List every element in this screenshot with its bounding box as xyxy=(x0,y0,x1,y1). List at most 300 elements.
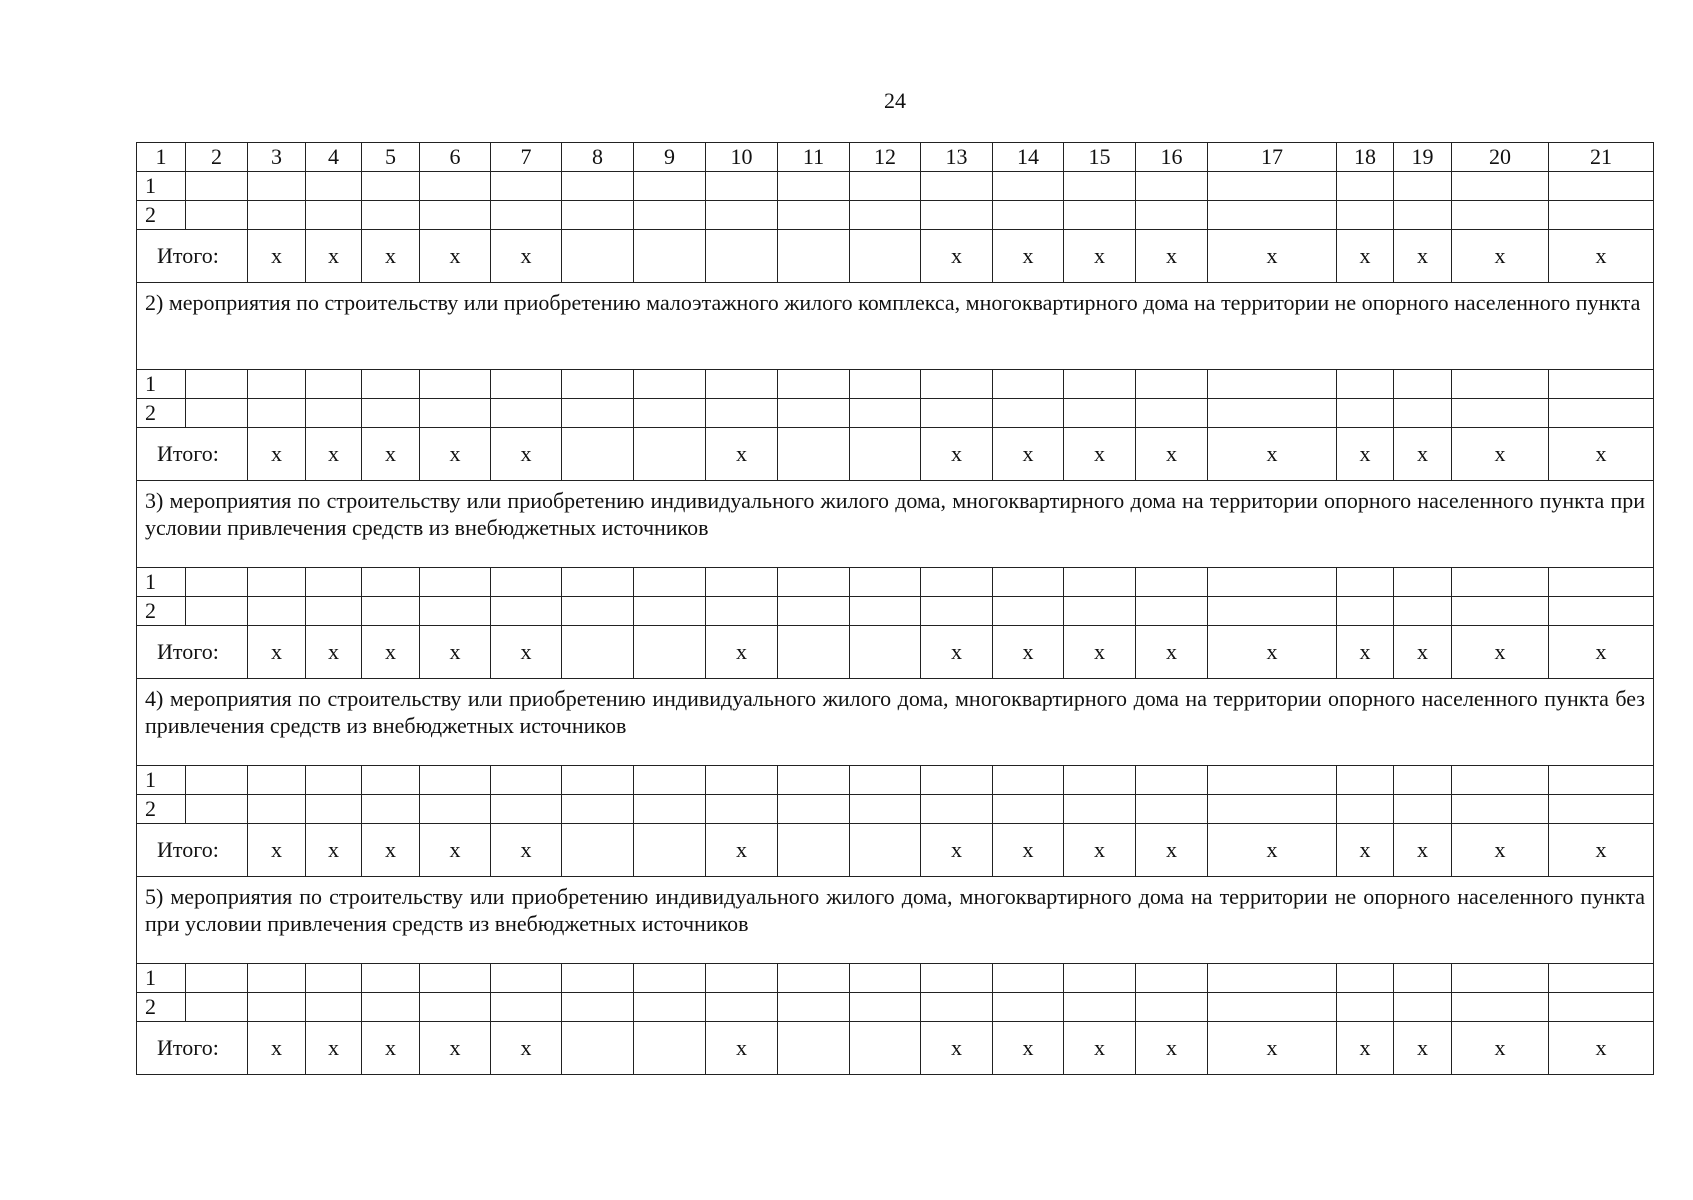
table-cell xyxy=(491,993,562,1022)
row-number: 2 xyxy=(137,597,186,626)
table-cell xyxy=(1136,172,1208,201)
column-header: 15 xyxy=(1064,143,1136,172)
table-cell xyxy=(491,964,562,993)
column-header: 14 xyxy=(993,143,1064,172)
total-cell: x xyxy=(491,230,562,283)
table-cell xyxy=(850,399,921,428)
total-cell xyxy=(778,230,850,283)
table-cell xyxy=(1549,201,1654,230)
table-cell xyxy=(420,370,491,399)
table-cell xyxy=(248,597,306,626)
table-cell xyxy=(1394,370,1452,399)
total-cell: x xyxy=(706,428,778,481)
total-cell: x xyxy=(993,626,1064,679)
table-cell xyxy=(562,370,634,399)
table-cell xyxy=(1208,568,1337,597)
section-title: 2) мероприятия по строительству или приобретению малоэтажного жилого комплекса, многоквартирного дома на территории не опорного населенного пункта xyxy=(137,283,1654,370)
table-row xyxy=(137,399,1654,428)
total-cell: x xyxy=(921,428,993,481)
total-label: Итого: xyxy=(137,428,248,481)
table-cell xyxy=(850,201,921,230)
total-row xyxy=(137,824,1654,877)
total-cell: x xyxy=(1452,1022,1549,1075)
table-cell xyxy=(420,993,491,1022)
table-cell xyxy=(1394,766,1452,795)
table-cell xyxy=(562,795,634,824)
total-cell: x xyxy=(248,230,306,283)
table-cell xyxy=(1136,795,1208,824)
total-cell xyxy=(634,824,706,877)
total-cell: x xyxy=(1394,626,1452,679)
table-cell xyxy=(1064,370,1136,399)
table-cell xyxy=(420,201,491,230)
table-cell xyxy=(850,766,921,795)
column-header: 2 xyxy=(186,143,248,172)
table-cell xyxy=(1549,597,1654,626)
total-cell xyxy=(850,626,921,679)
table-cell xyxy=(1549,993,1654,1022)
table-cell xyxy=(186,399,248,428)
column-header: 4 xyxy=(306,143,362,172)
table-cell xyxy=(562,201,634,230)
total-cell: x xyxy=(1394,1022,1452,1075)
total-cell: x xyxy=(420,1022,491,1075)
total-cell: x xyxy=(1452,428,1549,481)
table-cell xyxy=(634,201,706,230)
total-cell: x xyxy=(1136,626,1208,679)
total-cell: x xyxy=(362,824,420,877)
section-title: 5) мероприятия по строительству или приобретению индивидуального жилого дома, многоквартирного дома на территории не опорного населенного пункта при условии привлечения средств из внебюджетных источников xyxy=(137,877,1654,964)
table-cell xyxy=(248,993,306,1022)
table-cell xyxy=(1337,795,1394,824)
table-cell xyxy=(850,993,921,1022)
total-cell: x xyxy=(993,428,1064,481)
table-cell xyxy=(921,766,993,795)
table-cell xyxy=(362,370,420,399)
table-cell xyxy=(1136,370,1208,399)
table-cell xyxy=(1394,993,1452,1022)
row-number: 2 xyxy=(137,399,186,428)
total-cell: x xyxy=(921,824,993,877)
table-cell xyxy=(420,568,491,597)
total-cell: x xyxy=(1549,626,1654,679)
table-cell xyxy=(362,993,420,1022)
table-cell xyxy=(1549,766,1654,795)
table-cell xyxy=(1549,795,1654,824)
row-number: 2 xyxy=(137,993,186,1022)
table-cell xyxy=(850,795,921,824)
table-cell xyxy=(306,795,362,824)
column-header: 8 xyxy=(562,143,634,172)
total-cell: x xyxy=(491,428,562,481)
total-cell xyxy=(850,230,921,283)
table-cell xyxy=(362,766,420,795)
table-cell xyxy=(186,964,248,993)
total-cell: x xyxy=(306,626,362,679)
total-cell: x xyxy=(993,230,1064,283)
table-cell xyxy=(362,568,420,597)
table-cell xyxy=(420,964,491,993)
table-row xyxy=(137,964,1654,993)
report-table xyxy=(136,142,1654,1075)
table-cell xyxy=(921,399,993,428)
total-cell: x xyxy=(248,626,306,679)
table-cell xyxy=(1337,964,1394,993)
column-header: 12 xyxy=(850,143,921,172)
total-cell xyxy=(562,626,634,679)
table-row xyxy=(137,993,1654,1022)
table-cell xyxy=(420,766,491,795)
total-cell: x xyxy=(921,230,993,283)
total-cell: x xyxy=(1452,230,1549,283)
table-cell xyxy=(1549,172,1654,201)
table-cell xyxy=(491,201,562,230)
table-cell xyxy=(306,399,362,428)
total-cell xyxy=(850,1022,921,1075)
section-row xyxy=(137,679,1654,766)
table-row xyxy=(137,795,1654,824)
table-cell xyxy=(634,766,706,795)
table-cell xyxy=(1394,597,1452,626)
total-cell: x xyxy=(1064,824,1136,877)
table-cell xyxy=(306,568,362,597)
table-cell xyxy=(634,399,706,428)
table-cell xyxy=(562,964,634,993)
total-cell: x xyxy=(420,626,491,679)
column-header: 13 xyxy=(921,143,993,172)
table-cell xyxy=(1394,964,1452,993)
table-row xyxy=(137,201,1654,230)
total-cell: x xyxy=(491,824,562,877)
table-cell xyxy=(778,795,850,824)
table-cell xyxy=(1136,568,1208,597)
total-cell xyxy=(562,824,634,877)
total-cell xyxy=(634,428,706,481)
table-cell xyxy=(248,964,306,993)
total-cell: x xyxy=(1136,1022,1208,1075)
table-cell xyxy=(306,370,362,399)
table-cell xyxy=(634,370,706,399)
table-cell xyxy=(993,766,1064,795)
table-cell xyxy=(1549,370,1654,399)
table-cell xyxy=(362,597,420,626)
table-cell xyxy=(306,597,362,626)
table-cell xyxy=(1452,172,1549,201)
total-cell: x xyxy=(1064,1022,1136,1075)
row-number: 1 xyxy=(137,172,186,201)
table-cell xyxy=(1337,568,1394,597)
table-cell xyxy=(706,568,778,597)
total-cell: x xyxy=(362,626,420,679)
table-cell xyxy=(993,370,1064,399)
column-header: 10 xyxy=(706,143,778,172)
table-cell xyxy=(1064,568,1136,597)
total-cell: x xyxy=(921,1022,993,1075)
total-cell: x xyxy=(306,824,362,877)
total-cell: x xyxy=(706,626,778,679)
column-header: 5 xyxy=(362,143,420,172)
table-cell xyxy=(634,568,706,597)
table-cell xyxy=(706,370,778,399)
table-cell xyxy=(706,201,778,230)
table-cell xyxy=(778,568,850,597)
table-cell xyxy=(248,399,306,428)
total-label: Итого: xyxy=(137,1022,248,1075)
table-row xyxy=(137,766,1654,795)
table-cell xyxy=(1136,597,1208,626)
table-cell xyxy=(1208,766,1337,795)
total-cell xyxy=(778,1022,850,1075)
section-row xyxy=(137,877,1654,964)
table-cell xyxy=(1208,993,1337,1022)
table-cell xyxy=(1549,399,1654,428)
table-cell xyxy=(1208,172,1337,201)
table-cell xyxy=(921,568,993,597)
column-header: 9 xyxy=(634,143,706,172)
total-cell: x xyxy=(706,1022,778,1075)
table-cell xyxy=(1394,568,1452,597)
table-cell xyxy=(1452,766,1549,795)
table-cell xyxy=(1452,597,1549,626)
table-cell xyxy=(1064,795,1136,824)
table-cell xyxy=(1452,399,1549,428)
total-cell: x xyxy=(1208,230,1337,283)
table-cell xyxy=(248,370,306,399)
total-cell: x xyxy=(1064,428,1136,481)
table-cell xyxy=(921,201,993,230)
table-cell xyxy=(491,795,562,824)
table-cell xyxy=(993,201,1064,230)
total-cell: x xyxy=(1337,428,1394,481)
total-cell: x xyxy=(1549,1022,1654,1075)
table-cell xyxy=(993,993,1064,1022)
table-cell xyxy=(1549,568,1654,597)
total-cell: x xyxy=(1337,626,1394,679)
table-cell xyxy=(562,597,634,626)
total-cell: x xyxy=(993,1022,1064,1075)
table-cell xyxy=(706,993,778,1022)
table-cell xyxy=(420,795,491,824)
table-cell xyxy=(1394,399,1452,428)
table-cell xyxy=(778,993,850,1022)
table-cell xyxy=(921,597,993,626)
table-cell xyxy=(1337,399,1394,428)
total-cell: x xyxy=(1337,230,1394,283)
total-row xyxy=(137,230,1654,283)
table-cell xyxy=(706,964,778,993)
table-cell xyxy=(562,399,634,428)
total-cell xyxy=(778,428,850,481)
total-cell: x xyxy=(491,1022,562,1075)
table-cell xyxy=(1452,795,1549,824)
table-cell xyxy=(1208,964,1337,993)
table-cell xyxy=(1452,993,1549,1022)
table-cell xyxy=(1394,172,1452,201)
table-cell xyxy=(491,370,562,399)
total-cell: x xyxy=(1549,230,1654,283)
table-cell xyxy=(248,568,306,597)
total-cell: x xyxy=(1337,824,1394,877)
table-cell xyxy=(1337,172,1394,201)
row-number: 1 xyxy=(137,370,186,399)
table-cell xyxy=(1452,370,1549,399)
row-number: 1 xyxy=(137,964,186,993)
table-cell xyxy=(248,201,306,230)
column-header: 19 xyxy=(1394,143,1452,172)
table-cell xyxy=(921,795,993,824)
total-cell xyxy=(634,1022,706,1075)
column-header: 1 xyxy=(137,143,186,172)
total-cell xyxy=(634,626,706,679)
table-cell xyxy=(993,399,1064,428)
table-cell xyxy=(993,964,1064,993)
table-cell xyxy=(778,399,850,428)
section-title: 3) мероприятия по строительству или приобретению индивидуального жилого дома, многоквартирного дома на территории опорного населенного пункта при условии привлечения средств из внебюджетных источников xyxy=(137,481,1654,568)
table-cell xyxy=(491,597,562,626)
table-cell xyxy=(1064,172,1136,201)
total-cell: x xyxy=(993,824,1064,877)
total-cell: x xyxy=(362,428,420,481)
total-cell: x xyxy=(306,1022,362,1075)
total-cell xyxy=(634,230,706,283)
total-cell: x xyxy=(1549,824,1654,877)
table-cell xyxy=(634,993,706,1022)
section-row xyxy=(137,481,1654,568)
total-cell: x xyxy=(1452,824,1549,877)
total-cell: x xyxy=(1337,1022,1394,1075)
total-cell: x xyxy=(420,824,491,877)
total-cell: x xyxy=(1136,230,1208,283)
total-cell xyxy=(706,230,778,283)
total-cell: x xyxy=(248,428,306,481)
total-cell xyxy=(562,230,634,283)
table-cell xyxy=(1136,766,1208,795)
table-cell xyxy=(993,172,1064,201)
total-cell: x xyxy=(362,1022,420,1075)
total-cell xyxy=(562,428,634,481)
row-number: 2 xyxy=(137,795,186,824)
table-cell xyxy=(420,597,491,626)
total-cell: x xyxy=(1136,428,1208,481)
table-cell xyxy=(778,370,850,399)
table-cell xyxy=(1452,201,1549,230)
total-cell: x xyxy=(1208,824,1337,877)
total-cell: x xyxy=(1394,230,1452,283)
total-cell xyxy=(778,626,850,679)
table-cell xyxy=(186,201,248,230)
table-cell xyxy=(706,172,778,201)
table-cell xyxy=(306,201,362,230)
total-cell xyxy=(850,428,921,481)
page-number: 24 xyxy=(884,88,906,113)
total-cell: x xyxy=(420,230,491,283)
total-cell: x xyxy=(1208,1022,1337,1075)
table-cell xyxy=(1064,766,1136,795)
total-cell xyxy=(850,824,921,877)
table-cell xyxy=(993,597,1064,626)
total-cell: x xyxy=(1064,626,1136,679)
table-cell xyxy=(850,964,921,993)
table-cell xyxy=(186,172,248,201)
table-row xyxy=(137,370,1654,399)
table-cell xyxy=(1337,993,1394,1022)
header-row xyxy=(137,143,1654,172)
row-number: 1 xyxy=(137,766,186,795)
total-cell: x xyxy=(1394,824,1452,877)
table-cell xyxy=(1549,964,1654,993)
table-cell xyxy=(993,568,1064,597)
total-row xyxy=(137,428,1654,481)
table-cell xyxy=(634,172,706,201)
table-cell xyxy=(1452,568,1549,597)
column-header: 6 xyxy=(420,143,491,172)
table-cell xyxy=(186,766,248,795)
table-cell xyxy=(1064,399,1136,428)
total-cell xyxy=(778,824,850,877)
row-number: 1 xyxy=(137,568,186,597)
table-cell xyxy=(491,568,562,597)
table-cell xyxy=(1337,766,1394,795)
total-cell: x xyxy=(1452,626,1549,679)
table-cell xyxy=(362,201,420,230)
table-cell xyxy=(634,795,706,824)
table-cell xyxy=(921,993,993,1022)
total-cell xyxy=(562,1022,634,1075)
table-cell xyxy=(420,172,491,201)
table-cell xyxy=(1208,399,1337,428)
table-cell xyxy=(1208,370,1337,399)
table-cell xyxy=(186,993,248,1022)
table-row xyxy=(137,568,1654,597)
table-cell xyxy=(306,964,362,993)
row-number: 2 xyxy=(137,201,186,230)
table-cell xyxy=(362,399,420,428)
table-cell xyxy=(248,795,306,824)
total-cell: x xyxy=(1208,626,1337,679)
table-cell xyxy=(186,795,248,824)
table-cell xyxy=(778,597,850,626)
total-cell: x xyxy=(1136,824,1208,877)
table-cell xyxy=(850,597,921,626)
table-cell xyxy=(1136,993,1208,1022)
section-title: 4) мероприятия по строительству или приобретению индивидуального жилого дома, многоквартирного дома на территории опорного населенного пункта без привлечения средств из внебюджетных источников xyxy=(137,679,1654,766)
total-cell: x xyxy=(706,824,778,877)
table-cell xyxy=(850,370,921,399)
table-cell xyxy=(778,964,850,993)
table-cell xyxy=(778,172,850,201)
total-cell: x xyxy=(306,428,362,481)
table-cell xyxy=(993,795,1064,824)
total-cell: x xyxy=(1208,428,1337,481)
table-cell xyxy=(706,795,778,824)
total-label: Итого: xyxy=(137,626,248,679)
table-cell xyxy=(778,766,850,795)
column-header: 20 xyxy=(1452,143,1549,172)
table-cell xyxy=(1337,370,1394,399)
table-cell xyxy=(634,597,706,626)
table-cell xyxy=(850,172,921,201)
total-cell: x xyxy=(1549,428,1654,481)
table-cell xyxy=(921,172,993,201)
table-cell xyxy=(1452,964,1549,993)
table-cell xyxy=(1337,597,1394,626)
table-cell xyxy=(706,766,778,795)
column-header: 21 xyxy=(1549,143,1654,172)
table-cell xyxy=(1064,993,1136,1022)
total-cell: x xyxy=(420,428,491,481)
table-cell xyxy=(562,568,634,597)
table-cell xyxy=(186,370,248,399)
